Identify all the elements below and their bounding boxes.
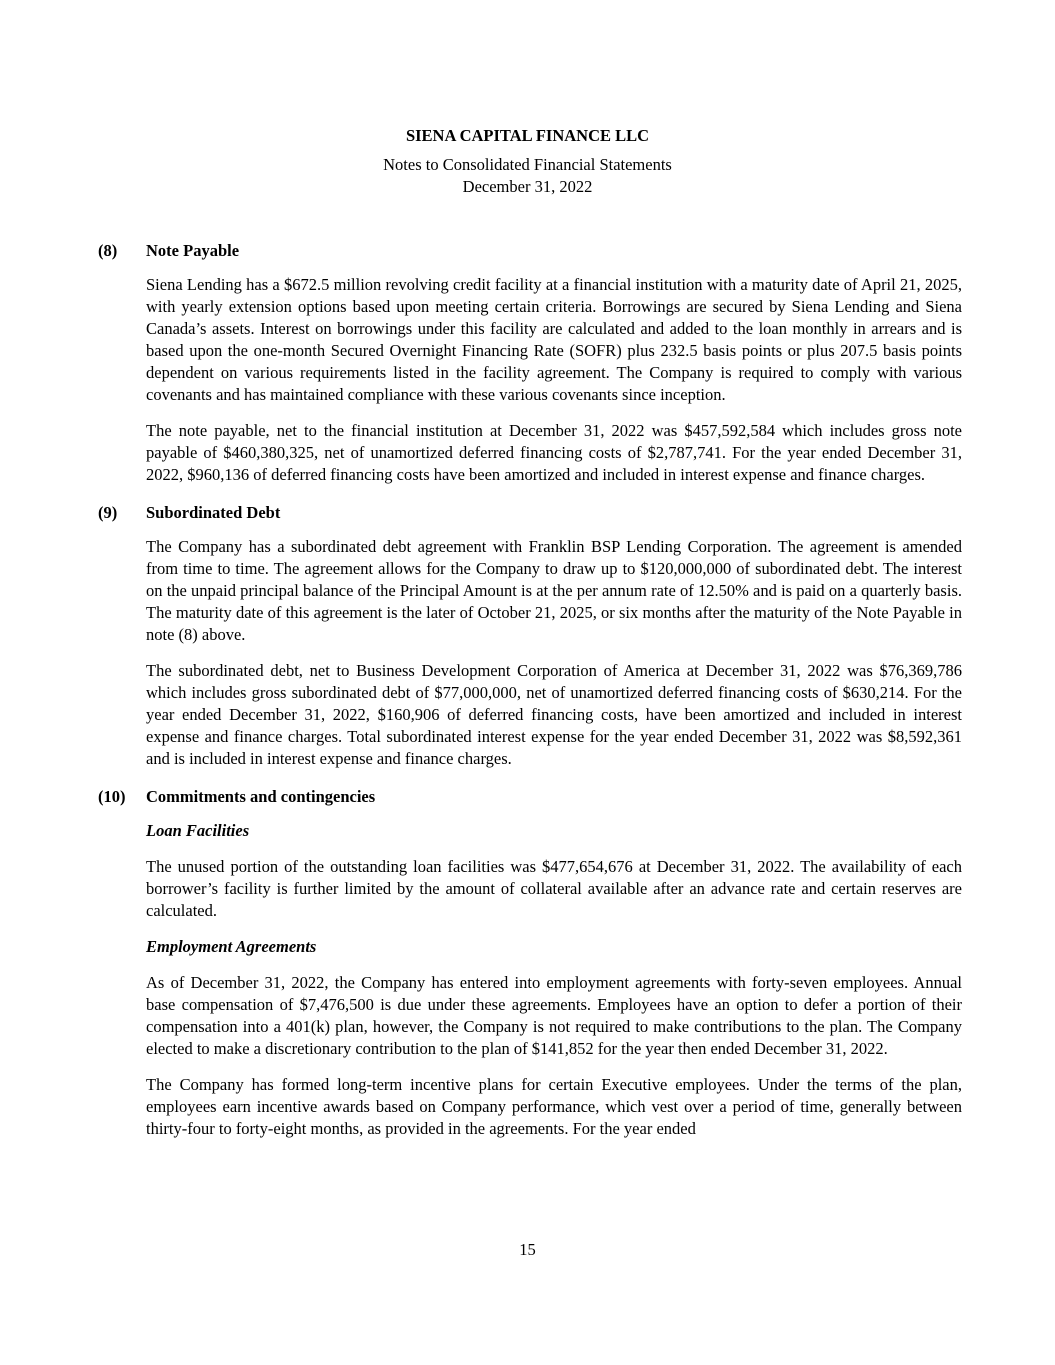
paragraph: Siena Lending has a $672.5 million revolving credit facility at a financial institution with a maturity date of April 21, 2025, with yearly extension options based upon meeting certain criteria. Borrowings are secured by Siena Lending and Siena Canada’s assets. Interest on borrowings under this facility are calculated and added to the loan monthly in arrears and is based upon the one-month Secured Overnight Financing Rate (SOFR) plus 232.5 basis points or plus 207.5 basis points dependent on various requirements listed in the facility agreement. The Company is required to comply with various covenants and has maintained compliance with these various covenants since inception. [146,275,962,404]
paragraph: The unused portion of the outstanding loan facilities was $477,654,676 at December 31, 2022. The availability of each borrower’s facility is further limited by the amount of collateral available after an advance rate and certain reserves are calculated. [146,857,962,920]
section-number: (10) [98,787,126,806]
company-name: SIENA CAPITAL FINANCE LLC [405,126,650,145]
page-number: 15 [519,1240,536,1259]
paragraph: The subordinated debt, net to Business Development Corporation of America at December 31, 2022 was $76,369,786 which includes gross subordinated debt of $77,000,000, net of unamortized deferred financing costs of $630,214. For the year ended December 31, 2022, $160,906 of deferred financing costs, have been amortized and included in interest expense and finance charges. Total subordinated interest expense for the year ended December 31, 2022 was $8,592,361 and is included in interest expense and finance charges. [146,661,962,768]
notes-content [98,240,962,1154]
paragraph: The note payable, net to the financial institution at December 31, 2022 was $457,592,584 which includes gross note payable of $460,380,325, net of unamortized deferred financing costs of $2,787,741. For the year ended December 31, 2022, $960,136 of deferred financing costs have been amortized and included in interest expense and finance charges. [146,421,962,484]
section-title: Commitments and contingencies [146,787,376,806]
paragraph: The Company has formed long-term incentive plans for certain Executive employees. Under the terms of the plan, employees earn incentive awards based on Company performance, which vest over a period of time, generally between thirty-four to forty-eight months, as provided in the agreements. For the year ended [146,1075,962,1138]
section-number: (9) [98,503,118,522]
section-title: Subordinated Debt [146,503,281,522]
page-header [0,126,1055,198]
section-heading-subordinated-debt [98,502,962,524]
section-heading-commitments [98,786,962,808]
section-title: Note Payable [146,241,240,260]
section-number: (8) [98,241,118,260]
section-heading-note-payable [98,240,962,262]
document-subtitle: Notes to Consolidated Financial Statements [383,155,672,174]
subsection-heading-loan-facilities: Loan Facilities [146,821,250,840]
paragraph: The Company has a subordinated debt agreement with Franklin BSP Lending Corporation. The agreement is amended from time to time. The agreement allows for the Company to draw up to $120,000,000 of subordinated debt. The interest on the unpaid principal balance of the Principal Amount is at the per annum rate of 12.50% and is paid on a quarterly basis. The maturity date of this agreement is the later of October 21, 2025, or six months after the maturity of the Note Payable in note (8) above. [146,537,962,644]
paragraph: As of December 31, 2022, the Company has entered into employment agreements with forty-seven employees. Annual base compensation of $7,476,500 is due under these agreements. Employees have an option to defer a portion of their compensation into a 401(k) plan, however, the Company is not required to make contributions to the plan. The Company elected to make a discretionary contribution to the plan of $141,852 for the year then ended December 31, 2022. [146,973,962,1058]
subsection-heading-employment-agreements: Employment Agreements [146,937,317,956]
statement-date: December 31, 2022 [462,177,593,196]
